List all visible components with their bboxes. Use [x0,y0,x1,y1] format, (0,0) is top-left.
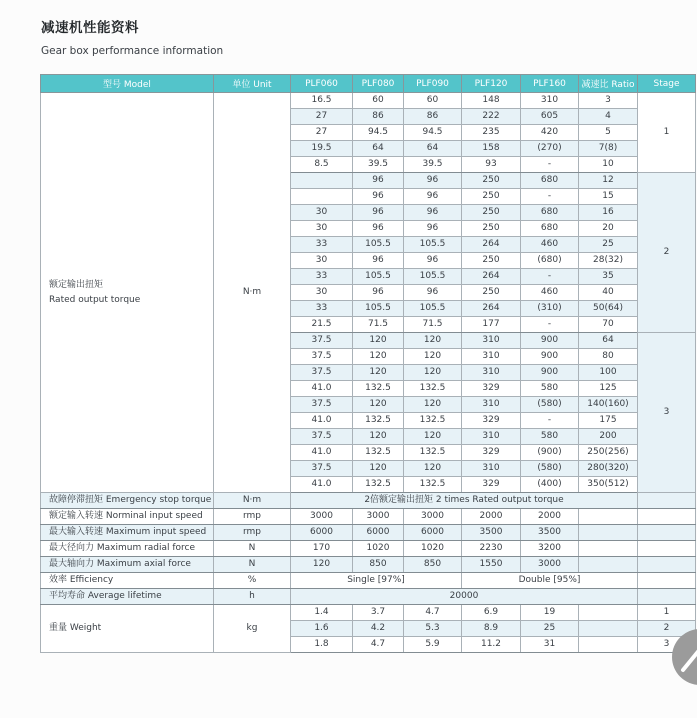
row-label: 故障停滞扭矩 Emergency stop torque [41,493,214,509]
value-cell: 105.5 [353,269,404,285]
value-cell: 64 [353,141,404,157]
value-cell: 264 [462,301,521,317]
value-cell: 5.3 [404,621,462,637]
value-cell: 19 [521,605,579,621]
value-cell: 96 [404,205,462,221]
stage-cell: 1 [638,93,696,173]
col-header-1: 单位 Unit [214,75,291,93]
value-cell: 250 [462,253,521,269]
value-cell: 329 [462,477,521,493]
row-label: 平均寿命 Average lifetime [41,589,214,605]
value-cell: - [521,189,579,205]
value-cell: 329 [462,381,521,397]
stage-cell: 2 [638,621,696,637]
ratio-cell: 3 [579,93,638,109]
value-cell: (270) [521,141,579,157]
value-cell: 850 [353,557,404,573]
value-cell: 33 [291,301,353,317]
value-cell: 94.5 [353,125,404,141]
value-cell: 580 [521,381,579,397]
value-cell: 1550 [462,557,521,573]
value-cell: (900) [521,445,579,461]
unit-cell: N·m [214,93,291,493]
value-cell: 86 [353,109,404,125]
value-cell: 850 [404,557,462,573]
value-cell: 3000 [353,509,404,525]
value-cell: 33 [291,237,353,253]
value-cell: 6.9 [462,605,521,621]
value-cell: 96 [353,221,404,237]
value-cell: 605 [521,109,579,125]
ratio-cell: 125 [579,381,638,397]
ratio-cell: 10 [579,157,638,173]
ratio-cell: 4 [579,109,638,125]
value-cell: 37.5 [291,365,353,381]
value-cell: 460 [521,285,579,301]
value-cell: 3000 [404,509,462,525]
stage-cell: 1 [638,605,696,621]
value-cell: 71.5 [404,317,462,333]
ratio-cell: 20 [579,221,638,237]
ratio-cell: 50(64) [579,301,638,317]
ratio-cell [579,525,638,541]
value-cell: 120 [353,429,404,445]
unit-cell: rmp [214,509,291,525]
value-cell: 4.7 [353,637,404,653]
value-cell: 21.5 [291,317,353,333]
value-cell: 120 [404,365,462,381]
value-cell: 105.5 [404,269,462,285]
value-cell: 39.5 [353,157,404,173]
ratio-cell [579,557,638,573]
value-cell: 16.5 [291,93,353,109]
ratio-cell: 12 [579,173,638,189]
value-cell: 6000 [291,525,353,541]
value-cell: - [521,157,579,173]
value-cell: 120 [353,349,404,365]
ratio-cell: 64 [579,333,638,349]
ratio-cell [579,605,638,621]
value-cell: 41.0 [291,445,353,461]
arrow-up-right-icon [672,629,697,685]
stage-cell: 2 [638,173,696,333]
table-header-row [41,75,696,93]
table-row [41,509,696,525]
value-cell: (680) [521,253,579,269]
value-cell: 120 [404,349,462,365]
value-cell: 2000 [462,509,521,525]
row-label: 最大输入转速 Maximum input speed [41,525,214,541]
ratio-cell: 200 [579,429,638,445]
ratio-cell: 40 [579,285,638,301]
value-cell: 132.5 [353,445,404,461]
value-cell: 250 [462,221,521,237]
ratio-cell [579,637,638,653]
value-cell: (400) [521,477,579,493]
value-cell: 96 [404,253,462,269]
value-cell: 310 [462,333,521,349]
table-row [41,573,696,589]
value-cell: 3500 [462,525,521,541]
value-cell: 120 [404,333,462,349]
value-cell: 680 [521,205,579,221]
value-cell: - [521,413,579,429]
value-cell: 120 [353,365,404,381]
value-cell: 170 [291,541,353,557]
table-row [41,605,696,621]
value-cell: 30 [291,205,353,221]
value-cell: 329 [462,413,521,429]
value-cell: (580) [521,397,579,413]
col-header-3: PLF080 [353,75,404,93]
value-cell: 27 [291,109,353,125]
value-cell: 96 [353,173,404,189]
value-cell: 310 [521,93,579,109]
ratio-cell: 16 [579,205,638,221]
ratio-cell: 35 [579,269,638,285]
value-cell: 310 [462,429,521,445]
value-cell: 94.5 [404,125,462,141]
value-cell: 1.8 [291,637,353,653]
value-cell [291,173,353,189]
value-cell: 105.5 [404,301,462,317]
value-cell: 96 [353,253,404,269]
row-label: 效率 Efficiency [41,573,214,589]
ratio-cell: 250(256) [579,445,638,461]
ratio-cell: 28(32) [579,253,638,269]
row-label: 重量 Weight [41,605,214,653]
value-cell: 310 [462,365,521,381]
value-cell: 120 [353,397,404,413]
value-cell: 310 [462,397,521,413]
col-header-2: PLF060 [291,75,353,93]
col-header-6: PLF160 [521,75,579,93]
value-cell: 96 [353,285,404,301]
stage-cell [638,557,696,573]
value-cell: 37.5 [291,397,353,413]
col-header-8: Stage [638,75,696,93]
value-cell: 105.5 [404,237,462,253]
ratio-cell [579,541,638,557]
ratio-cell: 175 [579,413,638,429]
ratio-cell: 140(160) [579,397,638,413]
ratio-cell [579,509,638,525]
value-cell: 310 [462,349,521,365]
value-cell: 96 [404,189,462,205]
value-cell: 120 [404,397,462,413]
value-cell: 250 [462,285,521,301]
performance-table [40,74,696,653]
value-cell: (310) [521,301,579,317]
value-cell: 96 [404,221,462,237]
value-cell: 3200 [521,541,579,557]
ratio-cell: 350(512) [579,477,638,493]
value-cell: 3000 [291,509,353,525]
stage-cell [638,525,696,541]
page-title: 减速机性能资料 [41,20,139,36]
value-cell: - [521,317,579,333]
value-cell: 5.9 [404,637,462,653]
value-cell: 132.5 [353,381,404,397]
rated-output-label: 额定输出扭矩 Rated output torque [41,93,214,493]
value-cell: 60 [404,93,462,109]
span-value-cell: Single [97%] [291,573,462,589]
value-cell: 93 [462,157,521,173]
value-cell: 2000 [521,509,579,525]
value-cell: 64 [404,141,462,157]
value-cell: 132.5 [404,445,462,461]
value-cell: 3000 [521,557,579,573]
value-cell: 120 [404,429,462,445]
value-cell: 25 [521,621,579,637]
col-header-4: PLF090 [404,75,462,93]
value-cell: 37.5 [291,349,353,365]
value-cell: 19.5 [291,141,353,157]
value-cell: 3.7 [353,605,404,621]
table-row [41,541,696,557]
value-cell: 250 [462,189,521,205]
value-cell: 60 [353,93,404,109]
stage-cell: 3 [638,637,696,653]
value-cell: 1020 [353,541,404,557]
ratio-cell: 15 [579,189,638,205]
ratio-cell: 5 [579,125,638,141]
value-cell: 86 [404,109,462,125]
span-value-cell: 20000 [291,589,638,605]
value-cell: 250 [462,173,521,189]
value-cell: 96 [404,173,462,189]
value-cell: - [521,269,579,285]
value-cell: 120 [353,461,404,477]
value-cell: 41.0 [291,413,353,429]
value-cell: 27 [291,125,353,141]
stage-cell: 3 [638,333,696,493]
value-cell: 1.6 [291,621,353,637]
value-cell: 1020 [404,541,462,557]
value-cell: 120 [353,333,404,349]
value-cell: 264 [462,237,521,253]
value-cell: 132.5 [353,413,404,429]
value-cell: 120 [291,557,353,573]
value-cell: 329 [462,445,521,461]
unit-cell: N [214,541,291,557]
stage-cell [638,493,696,509]
value-cell: 132.5 [404,413,462,429]
value-cell: 900 [521,333,579,349]
value-cell: 37.5 [291,461,353,477]
unit-cell: N·m [214,493,291,509]
span-value-cell: 2倍额定输出扭矩 2 times Rated output torque [291,493,638,509]
col-header-7: 减速比 Ratio [579,75,638,93]
value-cell: 310 [462,461,521,477]
value-cell: 250 [462,205,521,221]
value-cell: 4.7 [404,605,462,621]
table-row [41,589,696,605]
row-label: 最大径向力 Maximum radial force [41,541,214,557]
value-cell: 8.5 [291,157,353,173]
value-cell: 222 [462,109,521,125]
value-cell: 177 [462,317,521,333]
value-cell: 41.0 [291,381,353,397]
value-cell: 132.5 [353,477,404,493]
value-cell: 680 [521,221,579,237]
col-header-0: 型号 Model [41,75,214,93]
unit-cell: kg [214,605,291,653]
ratio-cell: 80 [579,349,638,365]
value-cell: 4.2 [353,621,404,637]
value-cell: 30 [291,285,353,301]
value-cell: 420 [521,125,579,141]
unit-cell: % [214,573,291,589]
value-cell: 31 [521,637,579,653]
value-cell: 30 [291,221,353,237]
stage-cell [638,573,696,589]
value-cell: 2230 [462,541,521,557]
unit-cell: h [214,589,291,605]
value-cell: 41.0 [291,477,353,493]
page-subtitle: Gear box performance information [41,45,224,57]
value-cell: 96 [353,189,404,205]
row-label: 最大轴向力 Maximum axial force [41,557,214,573]
row-label: 额定输入转速 Norminal input speed [41,509,214,525]
value-cell: 96 [353,205,404,221]
value-cell: 105.5 [353,301,404,317]
ratio-cell: 25 [579,237,638,253]
stage-cell [638,589,696,605]
unit-cell: rmp [214,525,291,541]
stage-cell [638,509,696,525]
value-cell: 105.5 [353,237,404,253]
ratio-cell: 280(320) [579,461,638,477]
value-cell: 158 [462,141,521,157]
value-cell: 96 [404,285,462,301]
table-row [41,93,696,109]
value-cell: 11.2 [462,637,521,653]
value-cell: 680 [521,173,579,189]
value-cell: 33 [291,269,353,285]
value-cell: 148 [462,93,521,109]
value-cell: 900 [521,365,579,381]
value-cell: 71.5 [353,317,404,333]
value-cell: 1.4 [291,605,353,621]
ratio-cell: 100 [579,365,638,381]
value-cell: 30 [291,253,353,269]
col-header-5: PLF120 [462,75,521,93]
table-row [41,525,696,541]
stage-cell [638,541,696,557]
value-cell: 460 [521,237,579,253]
value-cell: 6000 [404,525,462,541]
value-cell: 37.5 [291,333,353,349]
span-value-cell: Double [95%] [462,573,638,589]
value-cell [291,189,353,205]
unit-cell: N [214,557,291,573]
value-cell: 3500 [521,525,579,541]
value-cell: 580 [521,429,579,445]
ratio-cell [579,621,638,637]
value-cell: 6000 [353,525,404,541]
ratio-cell: 7(8) [579,141,638,157]
value-cell: 264 [462,269,521,285]
value-cell: 132.5 [404,381,462,397]
value-cell: 900 [521,349,579,365]
table-row [41,493,696,509]
value-cell: 37.5 [291,429,353,445]
value-cell: 8.9 [462,621,521,637]
value-cell: 235 [462,125,521,141]
value-cell: 132.5 [404,477,462,493]
ratio-cell: 70 [579,317,638,333]
value-cell: (580) [521,461,579,477]
table-row [41,557,696,573]
value-cell: 39.5 [404,157,462,173]
floating-arrow-button[interactable] [672,629,697,685]
value-cell: 120 [404,461,462,477]
